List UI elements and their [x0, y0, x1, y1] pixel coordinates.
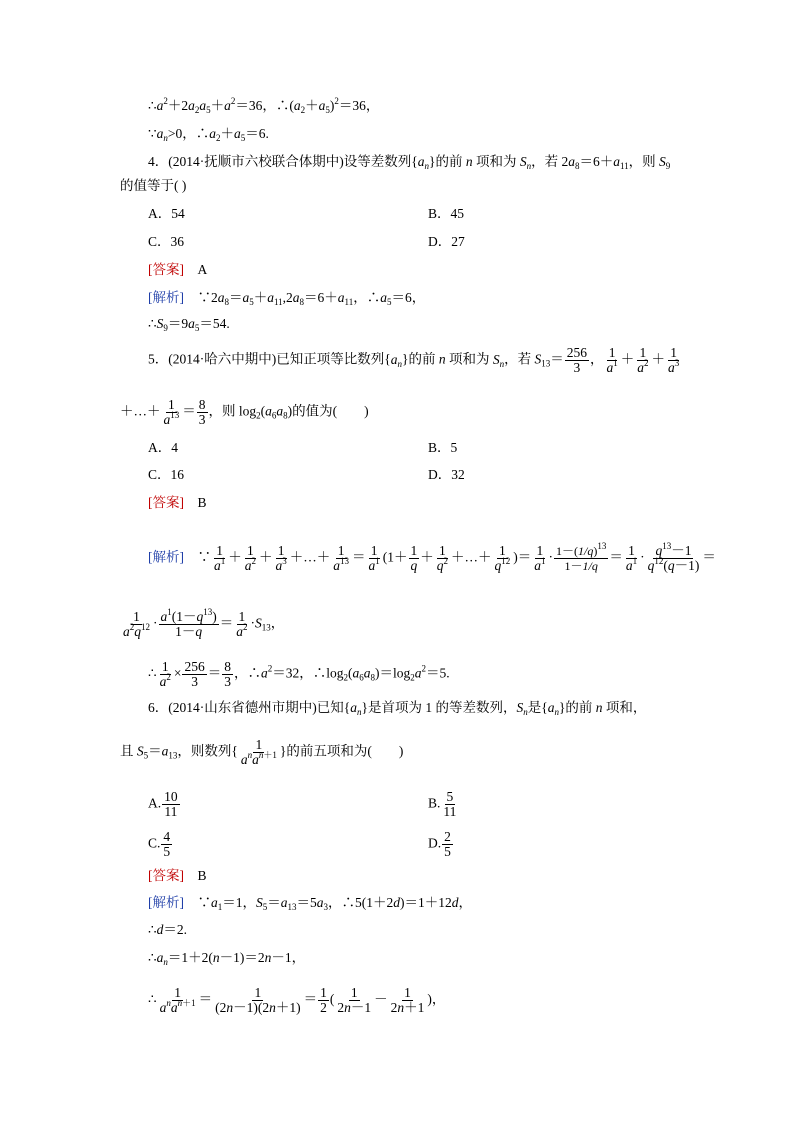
analysis-line-2: $\therefore S_9=9a_5=54$.	[148, 316, 230, 333]
option-b: B．45	[428, 206, 465, 221]
option-b: B．5	[428, 440, 458, 455]
option-a: A. $\frac{10}{11}$	[148, 789, 178, 819]
option-c: C．16	[148, 467, 185, 482]
question-6: 6．(2014·山东省德州市期中)已知$\{a_n\}$是首项为 1 的等差数列，$S_n$是$\{a_n\}$的前 n 项和，	[148, 700, 647, 717]
answer-row: [答案] A	[148, 262, 208, 277]
analysis-row: [解析] ∵ $\frac{1}{a^1}$ ＋ $\frac{1}{a^2}$ ＋ $\frac{1}{a^3}$ ＋…＋ $\frac{1}{a^{13}}$ ＝ $\frac{1}{a^1}$ (1＋ $\frac{1}{q}$ ＋ $\frac{1}{q^2}$ ＋…＋ $\frac{1}{q^{12}}$ )＝ $\frac{1}{a^1}$ · $\frac{1-(1/q)^{13}}{1-1/q}$ ＝ $\frac{1}{a^1}$ · $\frac{q^{13}-1}{q^{12}(q-1)}$ ＝	[148, 541, 716, 573]
question-4-cont: 的值等于( )	[120, 178, 187, 193]
analysis-row: [解析] $\because a_1=1$，$S_5=a_{13}=5a_3$，∴5(1＋2d)＝1＋12d，	[148, 895, 472, 912]
option-d: D．27	[428, 234, 465, 249]
analysis-row: [解析] $\because 2a_8=a_5+a_{11},2a_8=6+a_{11}$，$\therefore a_5=6$，	[148, 290, 426, 307]
option-c: C. $\frac{4}{5}$	[148, 829, 171, 859]
option-d: D．32	[428, 467, 465, 482]
question-4: 4．(2014·抚顺市六校联合体期中)设等差数列$\{a_n\}$的前 n 项和为 $S_n$，若 $2a_8=6+a_{11}$，则 $S_9$	[148, 154, 671, 171]
solution-line-2: $\because a_n>0$，$\therefore a_2+a_5=6$.	[148, 126, 269, 143]
analysis-line-2: ∴d＝2.	[148, 922, 187, 937]
option-b: B. $\frac{5}{11}$	[428, 789, 457, 819]
option-d: D. $\frac{2}{5}$	[428, 829, 451, 859]
option-a: A．4	[148, 440, 178, 455]
analysis-label: [解析]	[148, 290, 184, 305]
answer-row: [答案] B	[148, 868, 207, 883]
solution-line-1: $\therefore a^2+2a_2a_5+a^2=36$，$\therefore(a_2+a_5)^2=36$，	[148, 96, 380, 115]
analysis-line-3: $\therefore a_n=1+2(n-1)=2n-1$，	[148, 950, 306, 967]
analysis-line-3: ∴ $\frac{1}{a^2}$ × $\frac{256}{3}$ ＝ $\frac{8}{3}$ ，$\therefore a^2=32$，$\therefore\log_2(a_6a_8)=\log_2a^2=5$.	[148, 659, 450, 689]
question-6-cont: 且 $S_5=a_{13}$，则数列{ $\frac{1}{a^na^{n+1}}$ }的前五项和为( )	[120, 737, 404, 767]
option-c: C．36	[148, 234, 185, 249]
question-5-cont: ＋…＋ $\frac{1}{a^{13}}$ ＝ $\frac{8}{3}$ ，则 $\log_2(a_6a_8)$的值为( )	[120, 397, 369, 427]
option-a: A．54	[148, 206, 185, 221]
analysis-line-4: ∴ $\frac{1}{a^na^{n+1}}$ ＝ $\frac{1}{(2n-1)(2n+1)}$ ＝ $\frac{1}{2}$ ( $\frac{1}{2n-1}$ － $\frac{1}{2n+1}$ )，	[148, 985, 446, 1015]
analysis-line-2: $\frac{1}{a^2q^{12}}$ · $\frac{a^1(1-q^{13})}{1-q}$ ＝ $\frac{1}{a^2}$ $\cdot S_{13}$，	[123, 607, 285, 639]
answer-label: [答案]	[148, 262, 184, 277]
question-5: 5．(2014·哈六中期中)已知正项等比数列$\{a_n\}$的前 n 项和为 $S_n$，若 $S_{13}=$ $\frac{256}{3}$ ， $\frac{1}{a^1}$ ＋ $\frac{1}{a^2}$ ＋ $\frac{1}{a^3}$	[148, 345, 680, 375]
answer-row: [答案] B	[148, 495, 207, 510]
